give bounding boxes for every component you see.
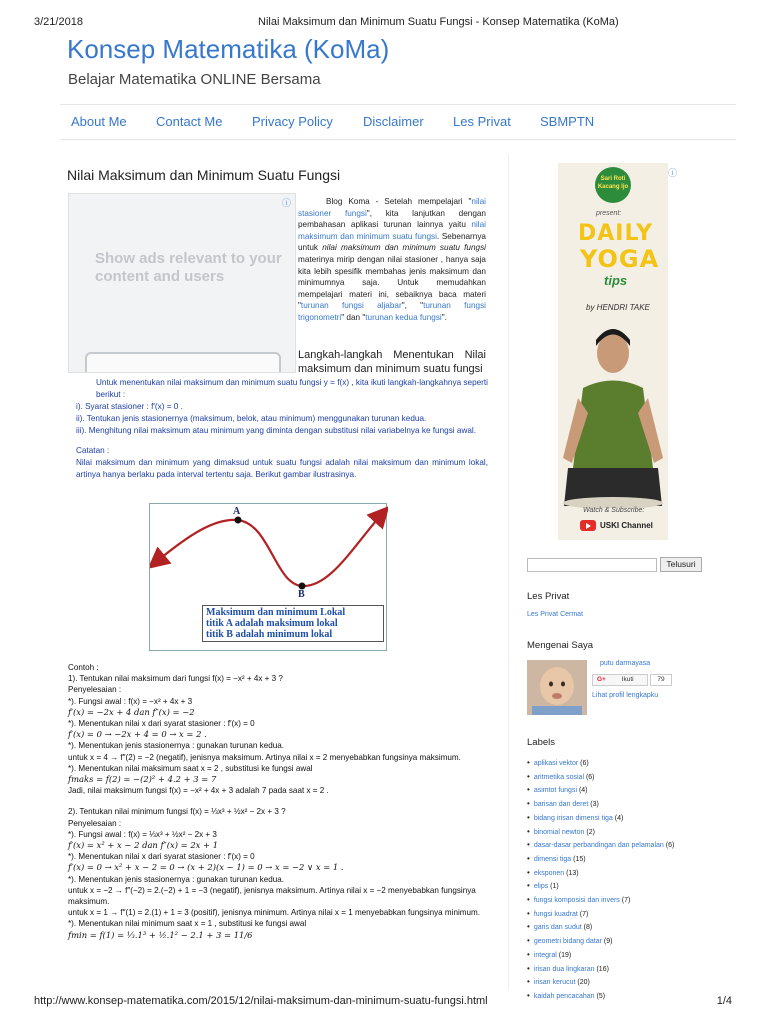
ad-youtube-channel[interactable]	[580, 520, 653, 531]
search-input[interactable]	[527, 558, 657, 572]
caption-title: Maksimum dan minimum Lokal	[206, 607, 346, 618]
link-nilai-stasioner[interactable]: nilai stasioner fungsi	[298, 197, 486, 218]
link-turunan-aljabar[interactable]: turunan fungsi aljabar	[300, 301, 402, 311]
example-line: *). Fungsi awal : f(x) = −x² + 4x + 3	[68, 696, 193, 706]
note-text: Nilai maksimum dan minimum yang dimaksud untuk suatu fungsi adalah nilai maksimum dan minimum lokal, artinya hanya berlaku pada interval tertentu saja. Berikut gambar ilustrasinya.	[76, 458, 488, 479]
follow-label: Ikuti	[621, 676, 634, 683]
step-1: i). Syarat stasioner : f′(x) = 0 .	[76, 402, 183, 411]
ad-brand-logo: Sari Roti Kacang Ijo	[595, 167, 631, 203]
ad-channel-label: USKI Channel	[600, 521, 653, 530]
sidebar-ad-banner[interactable]	[558, 163, 668, 540]
point-b-label: B	[298, 589, 305, 600]
ad-tips-text: tips	[604, 273, 628, 288]
main-nav	[71, 114, 594, 129]
example-line: untuk x = −2 → f″(−2) = 2.(−2) + 1 = −3 (negatif), jenisnya maksimum. Artinya nilai x = −2 menyebabkan fungsinya maksimum.	[68, 885, 476, 907]
label-item[interactable]: • bidang irisan dimensi tiga (4)	[527, 812, 674, 826]
label-item[interactable]: • fungsi komposisi dan invers (7)	[527, 894, 674, 908]
label-item[interactable]: • aritmetika sosial (6)	[527, 771, 674, 785]
example-line: 2). Tentukan nilai minimum fungsi f(x) = ⅓x³ + ½x² − 2x + 3 ?	[68, 807, 286, 817]
post-intro	[298, 196, 486, 324]
intro-text: " dan "	[341, 312, 366, 322]
example-line: *). Menentukan nilai minimum saat x = 1 , substitusi ke fungsi awal	[68, 919, 307, 929]
example-line: untuk x = 1 → f″(1) = 2.(1) + 1 = 3 (positif), jenisnya minimum. Artinya nilai x = 1 menyebabkan fungsinya minimum.	[68, 908, 481, 918]
nav-disclaimer[interactable]: Disclaimer	[363, 114, 424, 129]
ad-placeholder-text: Show ads relevant to your content and users	[95, 250, 282, 285]
ad-watch-text: Watch & Subscribe:	[583, 507, 645, 514]
label-item[interactable]: • integral (19)	[527, 949, 674, 963]
label-item[interactable]: • elips (1)	[527, 880, 674, 894]
follow-button[interactable]	[592, 674, 648, 686]
example-line: *). Menentukan nilai x dari syarat stasioner : f′(x) = 0	[68, 719, 255, 729]
example-line: f′(x) = −2x + 4 dan f″(x) = −2	[68, 706, 195, 717]
profile-name[interactable]: putu darmayasa	[600, 660, 651, 667]
label-item[interactable]: • fungsi kuadrat (7)	[527, 908, 674, 922]
intro-italic: nilai maksimum dan minimum suatu fungsi	[322, 243, 486, 253]
example-line: Jadi, nilai maksimum fungsi f(x) = −x² + 4x + 3 adalah 7 pada saat x = 2 .	[68, 786, 329, 796]
step-3: iii). Menghitung nilai maksimum atau minimum yang diminta dengan substitusi nilai variabelnya ke fungsi awal.	[76, 426, 477, 435]
example-line: *). Menentukan nilai maksimum saat x = 2 , substitusi ke fungsi awal	[68, 763, 313, 773]
label-item[interactable]: • geometri bidang datar (9)	[527, 935, 674, 949]
extrema-curve	[156, 514, 382, 586]
column-divider	[508, 155, 509, 990]
example-line: fmin = f(1) = ⅓.1³ + ½.1² − 2.1 + 3 = 11/6	[68, 929, 253, 940]
example-line: 1). Tentukan nilai maksimum dari fungsi f(x) = −x² + 4x + 3 ?	[68, 674, 283, 684]
labels-list	[527, 757, 674, 1004]
example-line: *). Menentukan nilai x dari syarat stasioner : f′(x) = 0	[68, 852, 255, 862]
example-line: *). Fungsi awal : f(x) = ⅓x³ + ½x² − 2x + 3	[68, 829, 217, 839]
label-item[interactable]: • dasar-dasar perbandingan dan pelamalan (6)	[527, 839, 674, 853]
example-line: f′(x) = 0 → x² + x − 2 = 0 → (x + 2)(x − 1) = 0 → x = −2 ∨ x = 1 .	[68, 862, 344, 873]
nav-about-me[interactable]: About Me	[71, 114, 127, 129]
label-item[interactable]: • dimensi tiga (15)	[527, 853, 674, 867]
profile-link[interactable]: Lihat profil lengkapku	[592, 692, 659, 699]
steps-heading: Langkah-langkah Menentukan Nilai maksimum dan minimum suatu fungsi	[298, 349, 486, 375]
link-nilai-maksimum-minimum[interactable]: nilai maksimum dan minimum suatu fungsi	[298, 220, 486, 241]
ad-author-text: by HENDRI TAKE	[586, 303, 650, 312]
nav-sbmptn[interactable]: SBMPTN	[540, 114, 595, 129]
post-title: Nilai Maksimum dan Minimum Suatu Fungsi	[67, 167, 341, 183]
print-url: http://www.konsep-matematika.com/2015/12/nilai-maksimum-dan-minimum-suatu-fungsi.html	[34, 995, 488, 1007]
example-line: *). Menentukan jenis stasionernya : gunakan turunan kedua.	[68, 874, 284, 884]
caption-point-a: titik A adalah maksimum lokal	[206, 618, 338, 629]
point-a-label: A	[233, 506, 241, 517]
ad-daily-text: DAILY	[578, 221, 653, 246]
label-item[interactable]: • eksponen (13)	[527, 867, 674, 881]
ad-present-text: present:	[596, 210, 622, 217]
label-item[interactable]: • binomial newton (2)	[527, 826, 674, 840]
figure-caption	[202, 605, 384, 642]
label-item[interactable]: • asimtot fungsi (4)	[527, 784, 674, 798]
intro-text: Blog Koma - Setelah mempelajari "	[326, 197, 472, 206]
label-item[interactable]: • kaidah pencacahan (5)	[527, 990, 674, 1004]
nav-contact-me[interactable]: Contact Me	[156, 114, 223, 129]
point-a-dot	[235, 517, 242, 524]
caption-point-b: titik B adalah minimum lokal	[206, 629, 333, 640]
example-line: *). Menentukan jenis stasionernya : gunakan turunan kedua.	[68, 741, 284, 751]
les-privat-title: Les Privat	[527, 591, 570, 602]
example-line: Contoh :	[68, 663, 99, 672]
about-title: Mengenai Saya	[527, 640, 594, 651]
label-item[interactable]: • aplikasi vektor (6)	[527, 757, 674, 771]
nav-les-privat[interactable]: Les Privat	[453, 114, 511, 129]
example-line: Penyelesaian :	[68, 685, 122, 695]
example-line: f′(x) = x² + x − 2 dan f″(x) = 2x + 1	[68, 840, 219, 851]
steps-block	[76, 377, 488, 481]
examples-block	[68, 662, 488, 941]
print-page-number: 1/4	[716, 995, 732, 1007]
youtube-icon	[580, 520, 596, 531]
blog-description: Belajar Matematika ONLINE Bersama	[68, 71, 321, 88]
ad-person-illustration	[558, 318, 668, 508]
side-ad-info-icon[interactable]: ⓘ	[668, 168, 678, 178]
note-title: Catatan :	[76, 446, 110, 455]
example-line: untuk x = 4 → f″(2) = −2 (negatif), jenisnya maksimum. Artinya nilai x = 2 menyebabkan fungsinya maksimum.	[68, 752, 461, 762]
avatar-image	[527, 660, 587, 715]
link-turunan-trigonometri[interactable]: turunan fungsi trigonometri	[298, 301, 486, 322]
intro-text: ".	[441, 312, 447, 322]
les-privat-link[interactable]: Les Privat Cermat	[527, 611, 584, 618]
nav-privacy-policy[interactable]: Privacy Policy	[252, 114, 333, 129]
google-plus-icon: G+	[597, 676, 606, 683]
print-page-title: Nilai Maksimum dan Minimum Suatu Fungsi - Konsep Matematika (KoMa)	[258, 16, 619, 28]
follower-count: 79	[650, 674, 672, 686]
labels-title: Labels	[527, 737, 555, 748]
intro-text: . Sebenarnya untuk	[298, 231, 486, 253]
inline-ad-placeholder[interactable]	[68, 193, 296, 373]
print-date: 3/21/2018	[34, 16, 83, 28]
profile-avatar[interactable]	[527, 660, 587, 715]
link-turunan-kedua[interactable]: turunan kedua fungsi	[365, 312, 442, 322]
local-extrema-figure	[149, 503, 387, 651]
step-2: ii). Tentukan jenis stasionernya (maksimum, belok, atau minimum) menggunakan turunan kedua.	[76, 414, 427, 423]
label-item[interactable]: • garis dan sudut (8)	[527, 921, 674, 935]
label-item[interactable]: • barisan dan deret (3)	[527, 798, 674, 812]
example-line: Penyelesaian :	[68, 818, 122, 828]
ad-info-icon[interactable]: ⓘ	[281, 198, 291, 208]
header-divider	[60, 104, 736, 105]
intro-text: ", kita lanjutkan dengan pembahasan aplikasi turunan lainnya yaitu	[298, 208, 486, 230]
search-button[interactable]: Telusuri	[660, 557, 702, 572]
steps-intro: Untuk menentukan nilai maksimum dan minimum suatu fungsi y = f(x) , kita ikuti langkah-langkahnya seperti berikut :	[96, 378, 488, 399]
label-item[interactable]: • irisan dua lingkaran (16)	[527, 963, 674, 977]
ad-yoga-text: YOGA	[580, 245, 660, 273]
intro-text: ", "	[401, 301, 424, 311]
example-line: fmaks = f(2) = −(2)² + 4.2 + 3 = 7	[68, 774, 217, 785]
blog-title[interactable]: Konsep Matematika (KoMa)	[67, 34, 390, 64]
label-item[interactable]: • irisan kerucut (20)	[527, 976, 674, 990]
nav-divider	[60, 139, 736, 140]
intro-text: materinya mirip dengan nilai stasioner , hanya saja kita lebih spesifik membahas jenis maksimum dan minimumnya saja. Untuk memudahkan mempelajari materi ini, sebaiknya baca materi "	[298, 254, 486, 311]
example-line: f′(x) = 0 → −2x + 4 = 0 → x = 2 .	[68, 729, 207, 740]
ad-device-illustration	[85, 352, 281, 373]
